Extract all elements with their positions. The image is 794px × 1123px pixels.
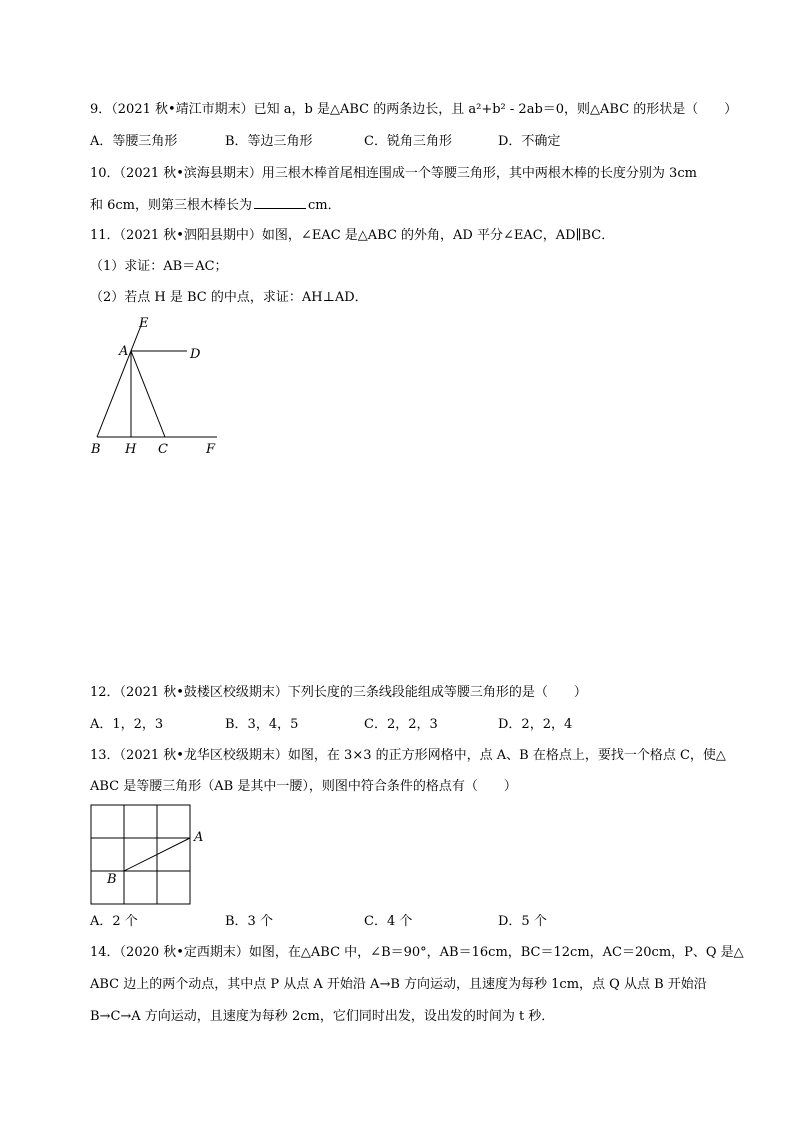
label-d: D xyxy=(190,347,201,362)
q11-part-1: （1）求证：AB＝AC； xyxy=(90,259,228,274)
q14-stem-line3: B→C→A 方向运动，且速度为每秒 2cm，它们同时出发，设出发的时间为 t 秒． xyxy=(90,1009,555,1024)
label-a: A xyxy=(119,344,129,359)
q9-stem: 9．（2021 秋•靖江市期末）已知 a，b 是△ABC 的两条边长，且 a²+b² - 2ab＝0，则△ABC 的形状是（ ） xyxy=(90,102,738,117)
q11-stem: 11．（2021 秋•泗阳县期中）如图，∠EAC 是△ABC 的外角，AD 平分∠EAC，AD∥BC． xyxy=(90,228,615,243)
q13-option-d: D．5 个 xyxy=(498,914,547,929)
q11-triangle-figure xyxy=(80,310,240,470)
q9-option-c: C．锐角三角形 xyxy=(364,134,452,149)
q13-option-b: B．3 个 xyxy=(225,914,273,929)
q13-option-a: A．2 个 xyxy=(90,914,138,929)
q9-option-a: A．等腰三角形 xyxy=(90,134,178,149)
q10-stem-line2 xyxy=(90,196,341,215)
q13-grid-figure xyxy=(85,800,215,912)
q12-stem: 12．（2021 秋•鼓楼区校级期末）下列长度的三条线段能组成等腰三角形的是（ ） xyxy=(90,685,587,700)
q9-option-b: B．等边三角形 xyxy=(225,134,313,149)
label-b: B xyxy=(107,872,117,887)
label-a: A xyxy=(194,830,204,845)
q12-option-a: A．1，2，3 xyxy=(90,717,164,732)
label-b: B xyxy=(91,442,101,457)
q14-stem-line2: ABC 边上的两个动点，其中点 P 从点 A 开始沿 A→B 方向运动，且速度为每秒 1cm，点 Q 从点 B 开始沿 xyxy=(90,977,707,992)
q10-text-before-blank: 和 6cm，则第三根木棒长为 xyxy=(90,198,253,213)
label-c: C xyxy=(158,442,168,457)
q13-stem: 13．（2021 秋•龙华区校级期末）如图，在 3×3 的正方形网格中，点 A、B 在格点上，要找一个格点 C，使△ xyxy=(90,748,726,763)
q12-option-b: B．3，4，5 xyxy=(225,717,299,732)
label-h: H xyxy=(125,442,137,457)
q10-text-after-blank: cm． xyxy=(308,198,341,213)
q12-option-c: C．2，2，3 xyxy=(364,717,438,732)
label-e: E xyxy=(139,316,149,331)
q14-stem: 14．（2020 秋•定西期末）如图，在△ABC 中，∠B＝90°，AB＝16cm，BC＝12cm，AC＝20cm，P、Q 是△ xyxy=(90,945,744,960)
q9-option-d: D．不确定 xyxy=(498,134,561,149)
q11-part-2: （2）若点 H 是 BC 的中点，求证：AH⊥AD． xyxy=(90,290,368,305)
label-f: F xyxy=(206,442,216,457)
grid-border xyxy=(91,805,190,904)
answer-blank xyxy=(254,196,306,209)
q12-option-d: D．2，2，4 xyxy=(498,717,573,732)
q13-option-c: C．4 个 xyxy=(364,914,413,929)
segment-b-e xyxy=(97,323,142,437)
segment-a-c xyxy=(131,351,165,437)
q10-stem: 10．（2021 秋•滨海县期末）用三根木棒首尾相连围成一个等腰三角形，其中两根木棒的长度分别为 3cm xyxy=(90,166,697,181)
q13-stem-line2: ABC 是等腰三角形（AB 是其中一腰），则图中符合条件的格点有（ ） xyxy=(90,779,517,794)
